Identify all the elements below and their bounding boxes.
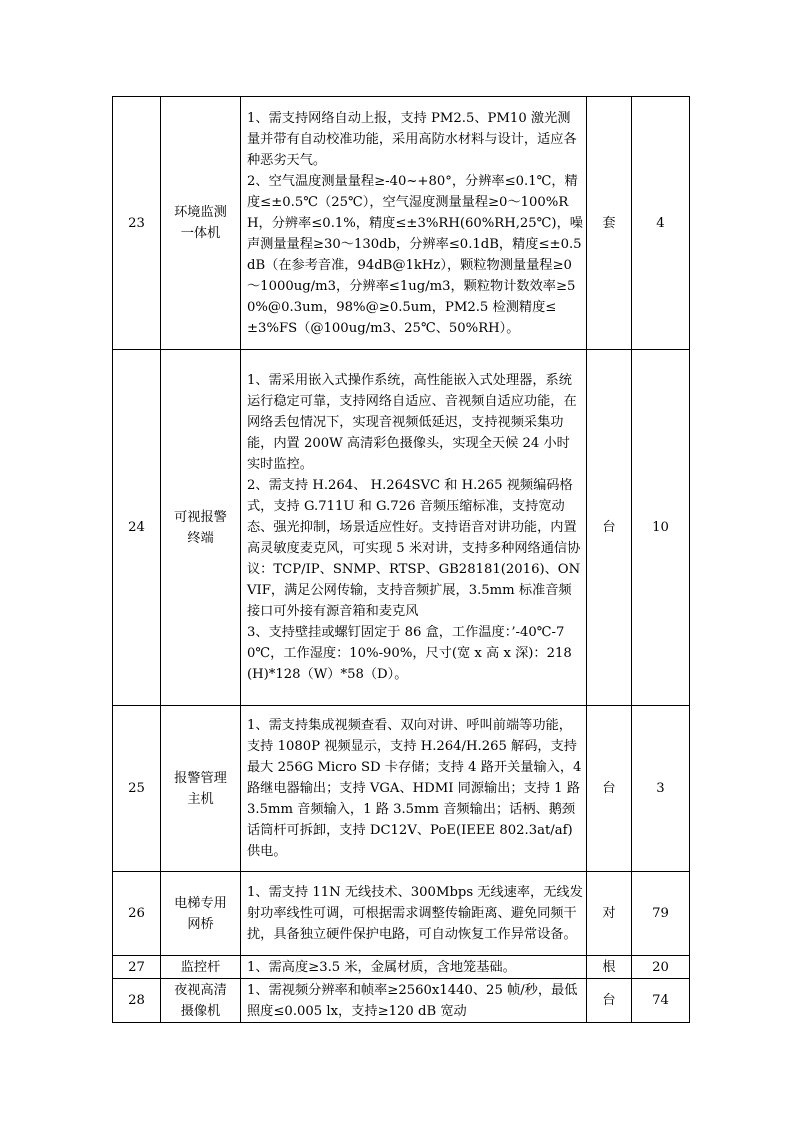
item-name-line: 环境监测 xyxy=(174,205,227,220)
table-row xyxy=(113,706,690,872)
item-name-line: 终端 xyxy=(187,530,214,546)
item-number: 28 xyxy=(113,979,161,1023)
equipment-spec-table xyxy=(112,96,690,1023)
item-requirements xyxy=(241,350,587,706)
item-quantity: 10 xyxy=(632,350,690,706)
item-name-line: 可视报警 xyxy=(174,509,227,525)
item-name xyxy=(161,979,241,1023)
item-quantity: 3 xyxy=(632,706,690,872)
item-unit: 根 xyxy=(587,956,632,979)
requirement-paragraph: 3、支持壁挂或螺钉固定于 86 盒，工作温度：’-40℃-70℃，工作湿度：10%-90%，尺寸(宽 x 高 x 深)：218(H)*128（W）*58（D）。 xyxy=(247,625,572,682)
table-row xyxy=(113,979,690,1023)
item-unit: 套 xyxy=(587,97,632,350)
item-name-line: 一体机 xyxy=(180,226,221,241)
item-unit: 对 xyxy=(587,872,632,956)
item-name xyxy=(161,350,241,706)
item-name-line: 摄像机 xyxy=(180,1003,221,1019)
item-quantity: 74 xyxy=(632,979,690,1023)
item-number: 27 xyxy=(113,956,161,979)
item-quantity: 4 xyxy=(632,97,690,350)
table-row xyxy=(113,872,690,956)
table-row xyxy=(113,97,690,350)
item-name-line: 主机 xyxy=(187,791,214,807)
table-row xyxy=(113,956,690,979)
item-unit: 台 xyxy=(587,979,632,1023)
item-requirements xyxy=(241,956,587,979)
requirement-paragraph: 1、需支持 11N 无线技术、300Mbps 无线速率，无线发射功率线性可调，可根据需求调整传输距离、避免同频干扰，具备独立硬件保护电路，可自动恢复工作异常设备。 xyxy=(247,885,583,942)
item-unit: 台 xyxy=(587,706,632,872)
item-name-line: 电梯专用 xyxy=(174,895,227,911)
item-name xyxy=(161,956,241,979)
item-quantity: 79 xyxy=(632,872,690,956)
item-name xyxy=(161,706,241,872)
item-number: 26 xyxy=(113,872,161,956)
item-name-line: 报警管理 xyxy=(174,770,227,786)
item-name-line: 夜视高清 xyxy=(174,982,227,998)
requirement-paragraph: 1、需高度≥3.5 米，金属材质，含地笼基础。 xyxy=(247,959,516,975)
requirement-paragraph: 1、需支持集成视频查看、双向对讲、呼叫前端等功能，支持 1080P 视频显示，支持 H.264/H.265 解码，支持最大 256G Micro SD 卡存储；支持 4 路开关量输入，4 路继电器输出；支持 VGA、HDMI 同源输出；支持 1 路 3.5mm 音频输入，1 路 3.5mm 音频输出；话柄、鹅颈话筒杆可拆卸，支持 DC12V、PoE(IEEE 802.3at/af)供电。 xyxy=(247,718,582,859)
item-name xyxy=(161,97,241,350)
table-row xyxy=(113,350,690,706)
item-name xyxy=(161,872,241,956)
requirement-paragraph: 1、需视频分辨率和帧率≥2560x1440、25 帧/秒，最低照度≤0.005 lx，支持≥120 dB 宽动 xyxy=(247,982,578,1019)
item-name-line: 网桥 xyxy=(187,916,214,932)
item-number: 24 xyxy=(113,350,161,706)
requirement-paragraph: 2、需支持 H.264、 H.264SVC 和 H.265 视频编码格式，支持 G.711U 和 G.726 音频压缩标准，支持宽动态、强光抑制，场景适应性好。支持语音对讲功能，内置高灵敏度麦克风，可实现 5 米对讲，支持多种网络通信协议：TCP/IP、SNMP、RTSP、GB28181(2016)、ONVIF，满足公网传输，支持音频扩展，3.5mm 标准音频接口可外接有源音箱和麦克风 xyxy=(247,478,581,619)
requirement-paragraph: 1、需采用嵌入式操作系统，高性能嵌入式处理器，系统运行稳定可靠，支持网络自适应、音视频自适应功能，在网络丢包情况下，实现音视频低延迟，支持视频采集功能，内置 200W 高清彩色摄像头，实现全天候 24 小时实时监控。 xyxy=(247,373,577,472)
item-requirements xyxy=(241,979,587,1023)
item-unit: 台 xyxy=(587,350,632,706)
requirement-paragraph: 1、需支持网络自动上报，支持 PM2.5、PM10 激光测量并带有自动校准功能，采用高防水材料与设计，适应各种恶劣天气。 xyxy=(247,110,577,168)
requirement-paragraph: 2、空气温度测量量程≥-40~+80°，分辨率≤0.1℃，精度≤±0.5℃（25℃），空气湿度测量量程≥0～100%RH，分辨率≤0.1%，精度≤±3%RH(60%RH,25℃)，噪声测量量程≥30～130db，分辨率≤0.1dB，精度≤±0.5dB（在参考音准，94dB@1kHz），颗粒物测量量程≥0～1000ug/m3，分辨率≤1ug/m3，颗粒物计数效率≥50%@0.3um，98%@≥0.5um，PM2.5 检测精度≤±3%FS（@100ug/m3、25℃、50%RH）。 xyxy=(247,173,583,336)
item-name-line: 监控杆 xyxy=(180,959,221,975)
item-requirements xyxy=(241,97,587,350)
item-number: 23 xyxy=(113,97,161,350)
item-number: 25 xyxy=(113,706,161,872)
item-requirements xyxy=(241,872,587,956)
item-requirements xyxy=(241,706,587,872)
item-quantity: 20 xyxy=(632,956,690,979)
